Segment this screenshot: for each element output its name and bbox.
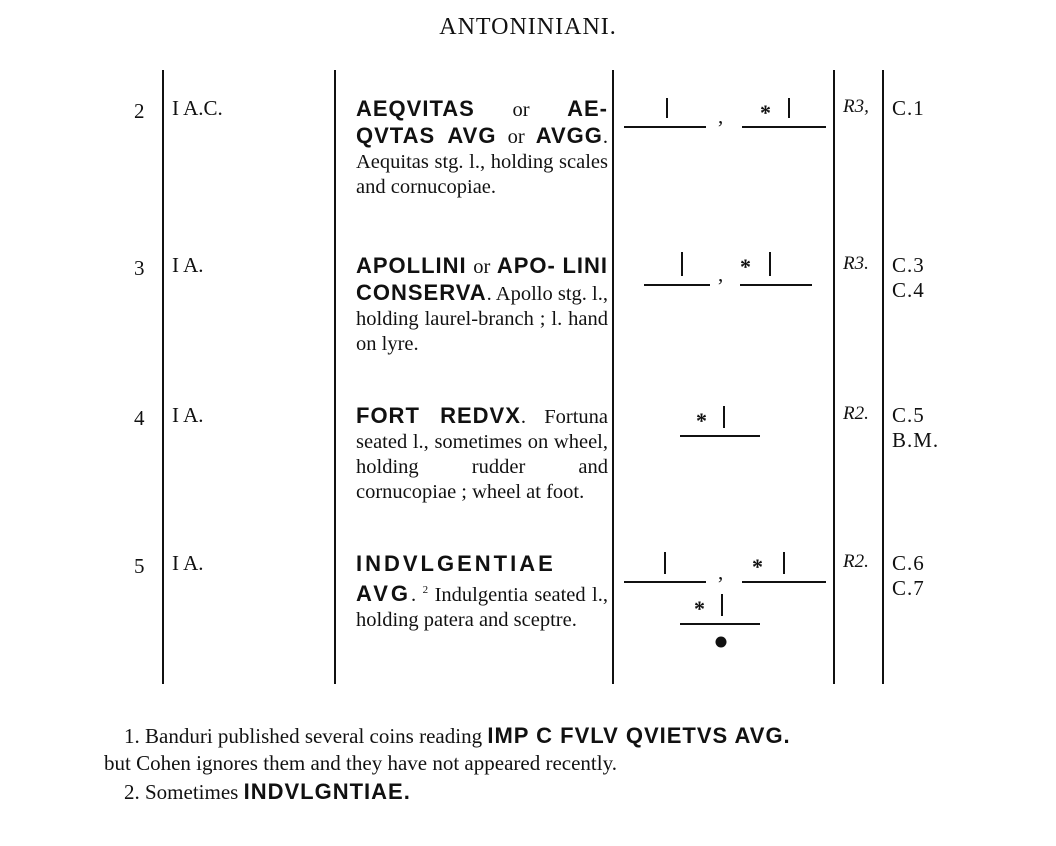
pellet-mark [716, 637, 727, 648]
rarity: R3. [843, 253, 869, 274]
mint-mark-group [624, 548, 834, 652]
rarity: R3, [843, 96, 869, 117]
reference: C.6 [892, 551, 925, 575]
footnote-number: 1. [124, 724, 140, 748]
page-title: ANTONINIANI. [439, 14, 617, 40]
entry-description [356, 403, 608, 505]
entry-number: 2 [134, 99, 145, 123]
mark-separator: , [718, 262, 724, 286]
footnote [124, 723, 1044, 749]
entry-mint: I A. [172, 253, 204, 277]
footnote-legend: INDVLGNTIAE. [243, 779, 411, 804]
entry-mint: I A. [172, 403, 204, 427]
reference-list [892, 403, 939, 453]
reference: C.1 [892, 96, 925, 120]
legend: LINI CONSERVA [356, 253, 608, 305]
description-text: . Aequitas stg. l., holding scales and cornucopiae. [356, 126, 609, 198]
legend-or: or [512, 99, 530, 121]
entry-description: INDVLGENTIAE AVG. $^2$ Indulgentia seated l., holding patera and sceptre. [356, 551, 609, 631]
legend: AEQVITAS [356, 96, 475, 121]
mint-mark-lines [644, 248, 824, 292]
reference: C.3 [892, 253, 925, 277]
reference-list [892, 253, 925, 303]
mint-mark-lines [624, 94, 834, 134]
rarity: R2. [843, 551, 869, 572]
mark-separator: , [718, 104, 724, 128]
legend: QVTAS AVG [356, 123, 497, 148]
star-mark: * [740, 254, 751, 279]
footnote-reference: 2 [422, 584, 429, 596]
footnote-legend: IMP C FVLV QVIETVS AVG. [487, 723, 791, 748]
footnote-continuation: but Cohen ignores them and they have not appeared recently. [104, 751, 617, 775]
footnote [124, 779, 1024, 805]
reference-list [892, 96, 925, 121]
legend: APO- [496, 253, 556, 278]
legend: APOLLINI [356, 253, 467, 278]
mint-mark-group [680, 400, 770, 444]
mint-mark-lines [624, 548, 834, 652]
star-mark: * [694, 596, 705, 621]
entry-description [356, 96, 608, 200]
column-rule-1 [162, 70, 164, 684]
entry-mint: I A.C. [172, 96, 223, 120]
entry-number: 5 [134, 554, 145, 578]
reference: C.7 [892, 576, 925, 600]
mint-mark-group [644, 248, 824, 292]
description-text: . Apollo stg. l., holding laurel-branch ; l. hand on lyre. [356, 283, 608, 355]
footnote-text: Banduri published several coins reading [145, 724, 483, 748]
description-text: Indulgentia seated l., holding patera and sceptre. [356, 583, 609, 631]
entry-mint: I A. [172, 551, 204, 575]
column-rule-2 [334, 70, 336, 684]
star-mark: * [696, 408, 707, 433]
entry-number: 4 [134, 406, 145, 430]
column-rule-5 [882, 70, 884, 684]
footnote-number: 2. [124, 780, 140, 804]
reference: C.5 [892, 403, 925, 427]
entry-number: 3 [134, 256, 145, 280]
legend: INDVLGENTIAE [356, 551, 556, 576]
legend: AE- [567, 96, 609, 121]
reference: C.4 [892, 278, 925, 302]
legend-or: or [507, 126, 525, 148]
legend: AVGG [535, 123, 603, 148]
legend: FORT REDVX [356, 403, 521, 428]
entry-description [356, 253, 608, 357]
star-mark: * [760, 100, 771, 125]
legend-or: or [473, 256, 491, 278]
rarity: R2. [843, 403, 869, 424]
reference: B.M. [892, 428, 940, 452]
description-text: . Fortuna seated l., sometimes on wheel, holding rudder and cornucopiae ; wheel at foot. [356, 406, 608, 503]
star-mark: * [752, 554, 763, 579]
reference-list [892, 551, 925, 601]
legend: AVG [356, 580, 412, 606]
column-rule-3 [612, 70, 614, 684]
mint-mark-group [624, 94, 834, 134]
mark-separator: , [718, 560, 724, 584]
mint-mark-lines [680, 400, 770, 444]
footnote-text: Sometimes [145, 780, 239, 804]
